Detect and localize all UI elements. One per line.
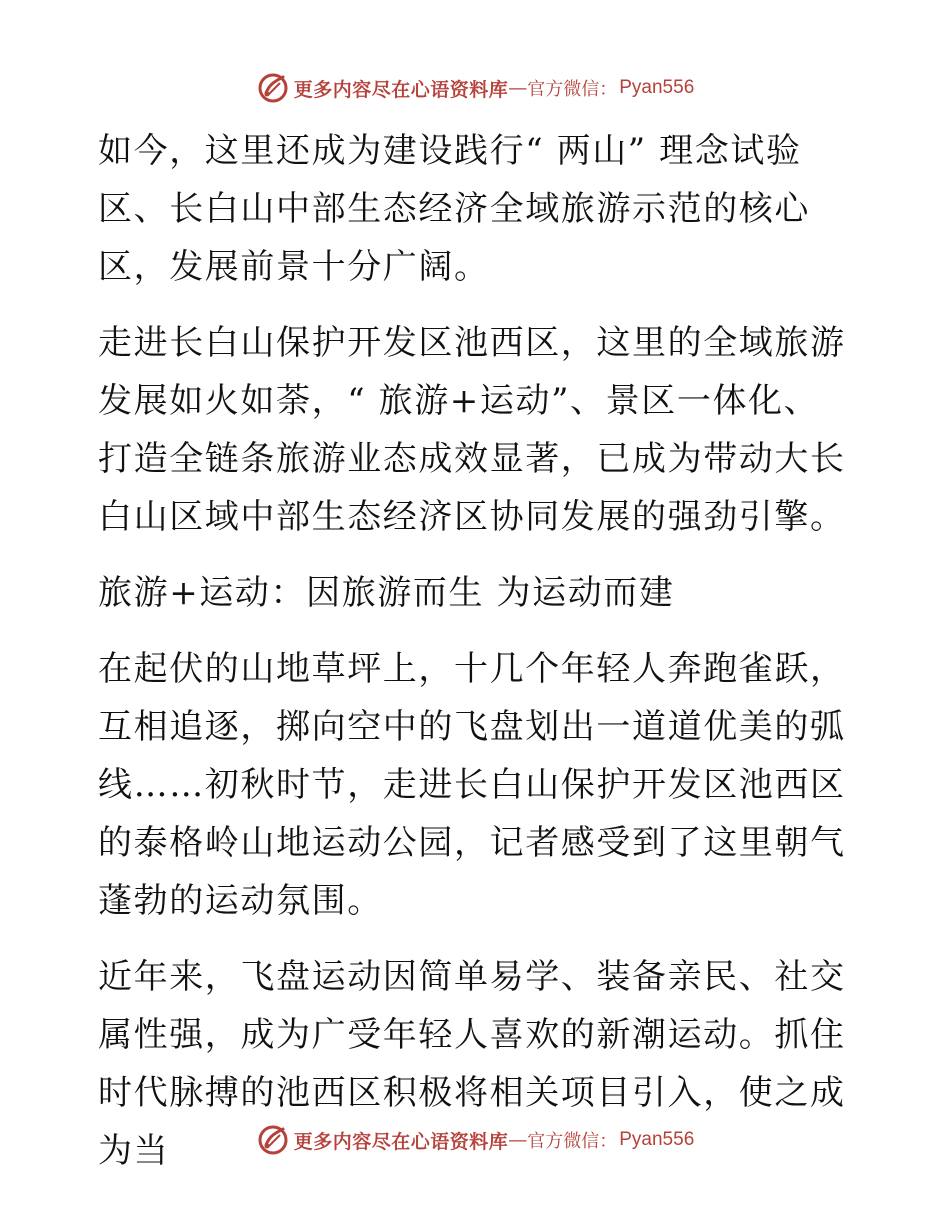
banner-main-text: 更多内容尽在心语资料库 bbox=[293, 78, 509, 101]
paragraph-3: 在起伏的山地草坪上，十几个年轻人奔跑雀跃，互相追逐，掷向空中的飞盘划出一道道优美的弧线……初秋时节，走进长白山保护开发区池西区的泰格岭山地运动公园，记者感受到了这里朝气蓬勃的运动氛围。 bbox=[98, 649, 846, 921]
paragraph-2: 走进长白山保护开发区池西区，这里的全域旅游发展如火如荼，“ 旅游+运动”、景区一体化、打造全链条旅游业态成效显著，已成为带动大长白山区域中部生态经济区协同发展的强劲引擎。 bbox=[98, 323, 846, 537]
brand-logo-icon bbox=[256, 1123, 290, 1157]
article-body bbox=[98, 122, 850, 1198]
brand-logo-icon bbox=[256, 71, 290, 105]
header-watermark-banner bbox=[0, 68, 950, 108]
banner-wechat-label: 官方微信： bbox=[527, 1131, 618, 1152]
banner-dash: — bbox=[508, 77, 528, 99]
paragraph-4: 近年来，飞盘运动因简单易学、装备亲民、社交属性强，成为广受年轻人喜欢的新潮运动。抓住时代脉搏的池西区积极将相关项目引入，使之成为当 bbox=[98, 957, 846, 1171]
footer-watermark-banner bbox=[0, 1120, 950, 1160]
paragraph-1: 如今，这里还成为建设践行“ 两山” 理念试验区、长白山中部生态经济全域旅游示范的核心区，发展前景十分广阔。 bbox=[98, 131, 810, 287]
banner-wechat-id: Pyan556 bbox=[619, 1129, 695, 1150]
section-heading: 旅游+运动：因旅游而生 为运动而建 bbox=[98, 573, 675, 613]
banner-wechat-label: 官方微信： bbox=[527, 79, 618, 100]
banner-main-text: 更多内容尽在心语资料库 bbox=[293, 1130, 509, 1153]
banner-wechat-id: Pyan556 bbox=[619, 77, 695, 98]
banner-dash: — bbox=[508, 1129, 528, 1151]
